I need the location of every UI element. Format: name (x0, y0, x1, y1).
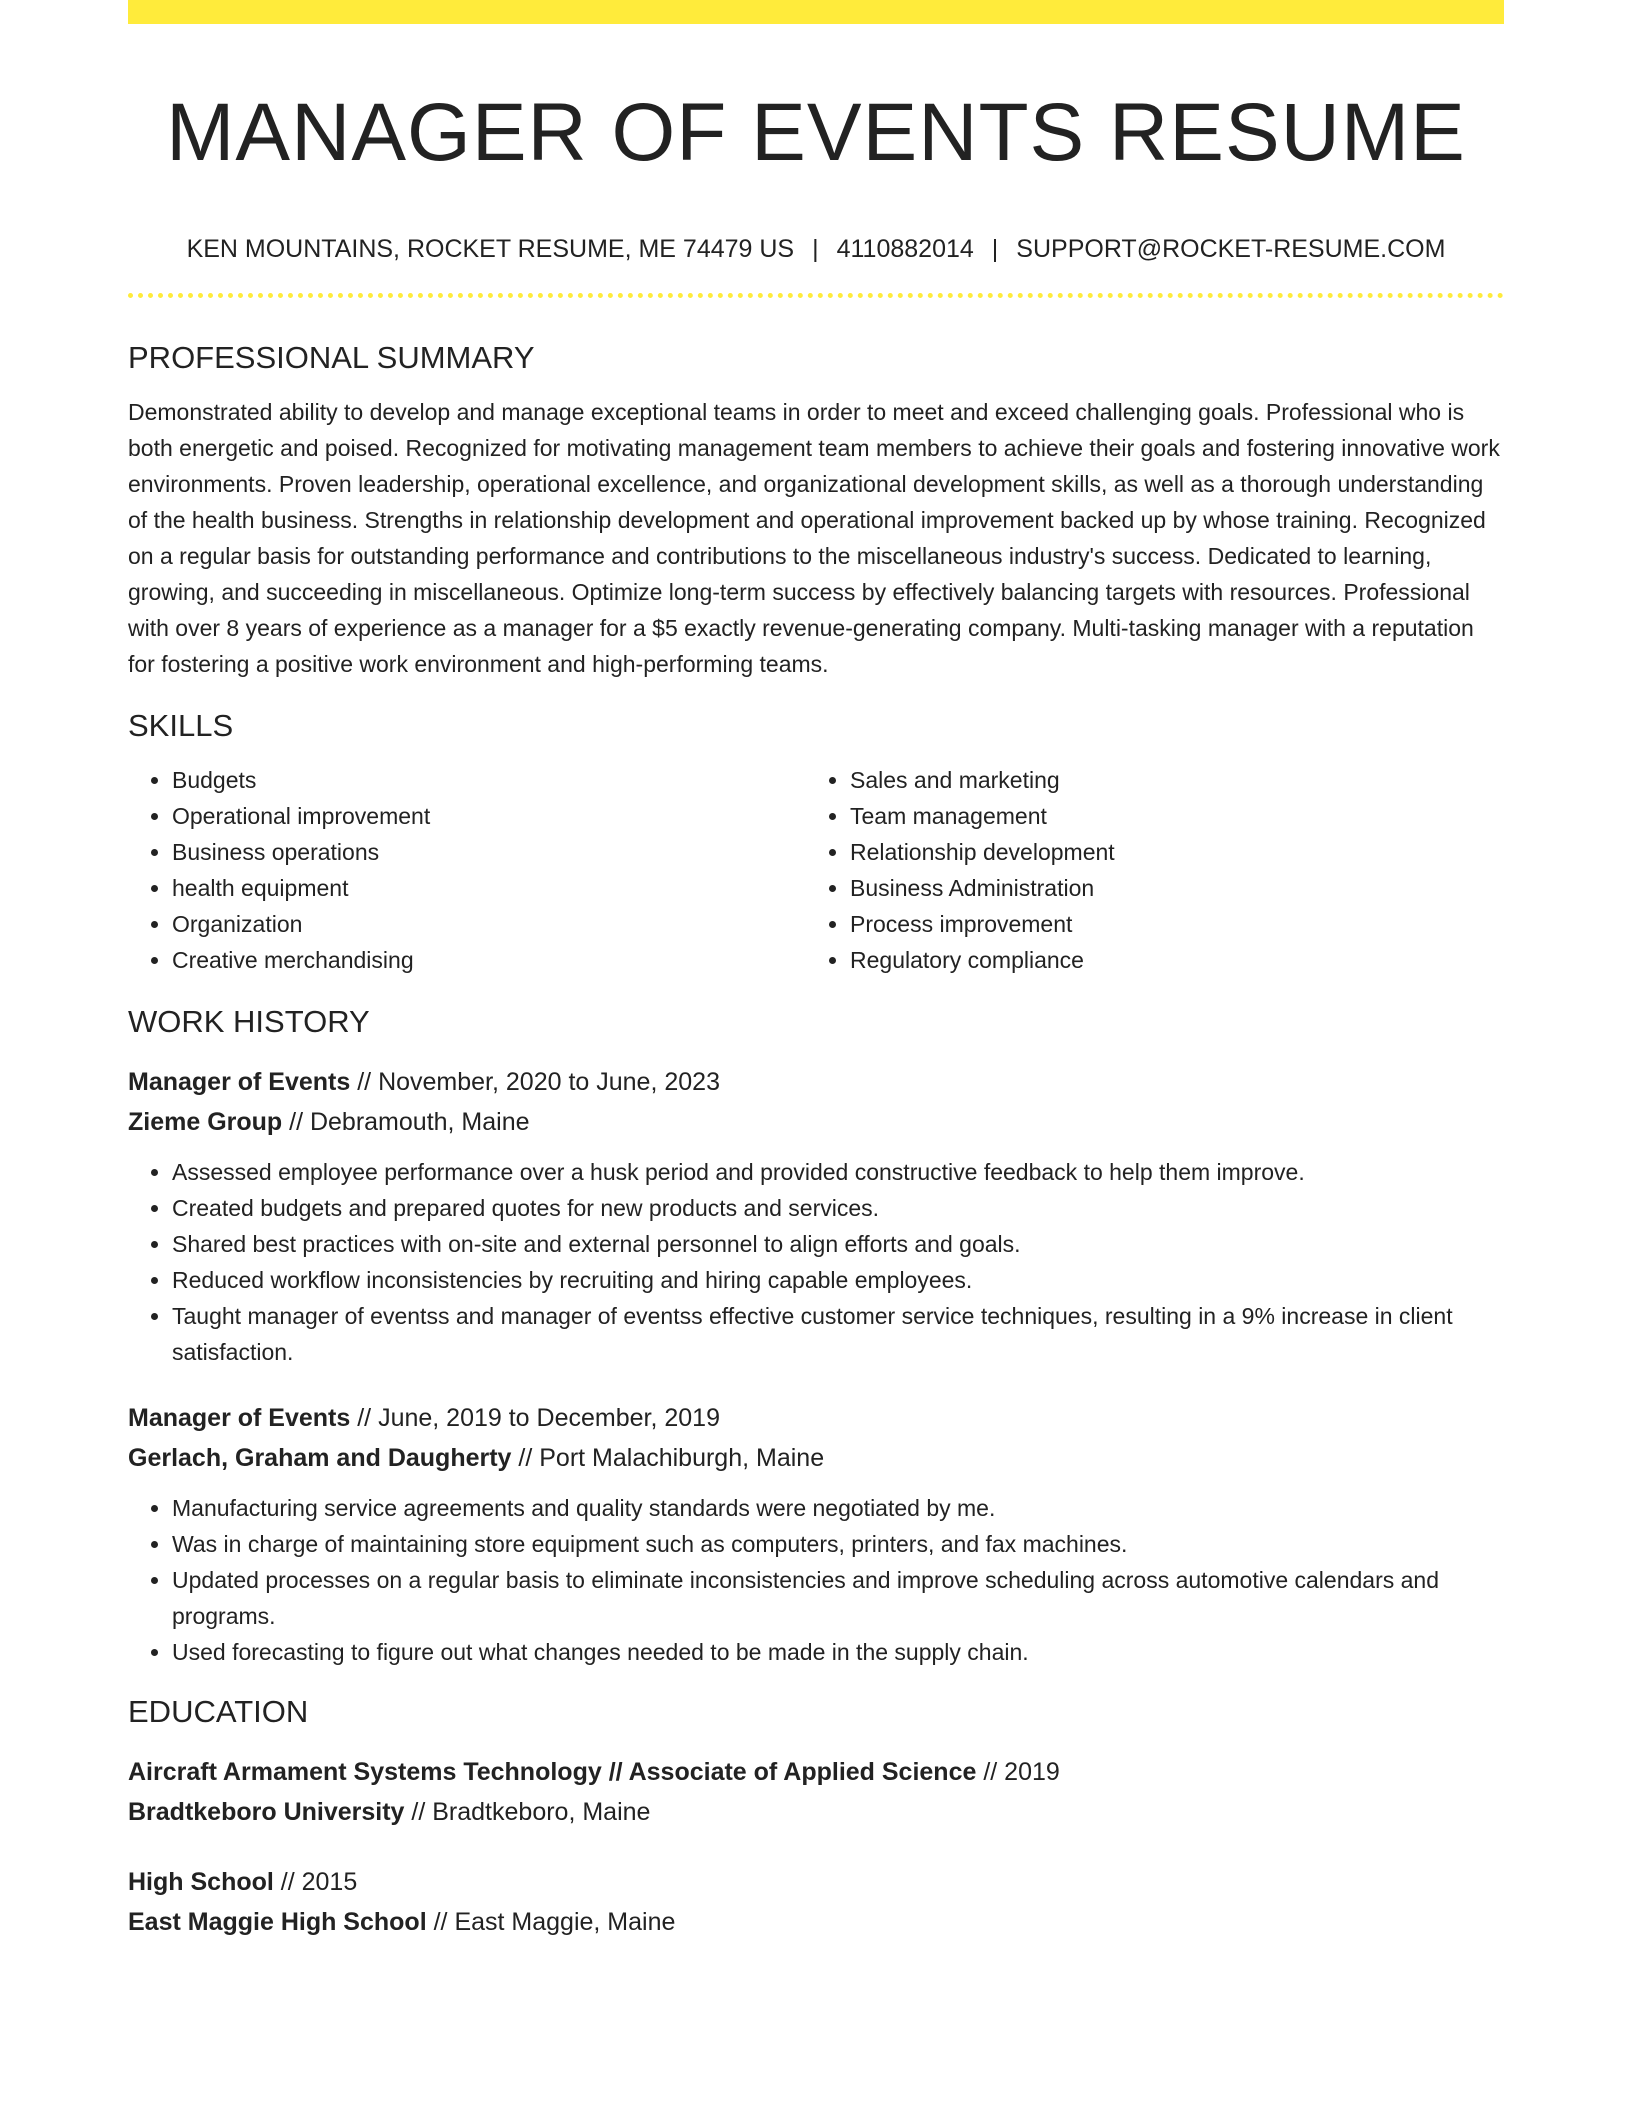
job-bullet: • Created budgets and prepared quotes for new products and services. (172, 1190, 1504, 1226)
contact-separator: | (991, 235, 999, 263)
education-degree: Aircraft Armament Systems Technology // Associate of Applied Science (128, 1758, 977, 1786)
summary-heading: PROFESSIONAL SUMMARY (128, 340, 535, 375)
skill-item: • health equipment (172, 870, 806, 906)
education-school: Bradtkeboro University (128, 1798, 405, 1826)
education-location: // East Maggie, Maine (426, 1908, 676, 1936)
skill-item: • Creative merchandising (172, 942, 806, 978)
resume-title: MANAGER OF EVENTS RESUME (166, 87, 1466, 178)
summary-text: Demonstrated ability to develop and manage exceptional teams in order to meet and exceed challenging goals. Professional who is both energetic and poised. Recognized for motivating management team members to achieve their goals and fostering innovative work environments. Proven leadership, operational excellence, and organizational development skills, as well as a thorough understanding of the health business. Strengths in relationship development and operational improvement backed up by whose training. Recognized on a regular basis for outstanding performance and contributions to the miscellaneous industry's success. Dedicated to learning, growing, and succeeding in miscellaneous. Optimize long-term success by effectively balancing targets with resources. Professional with over 8 years of experience as a manager for a $5 exactly revenue-generating company. Multi-tasking manager with a reputation for fostering a positive work environment and high-performing teams. (128, 399, 1500, 677)
job-bullet: • Updated processes on a regular basis to eliminate inconsistencies and improve scheduling across automotive calendars and programs. (172, 1562, 1504, 1634)
skill-item: • Process improvement (850, 906, 1484, 942)
skill-item: • Regulatory compliance (850, 942, 1484, 978)
skills-column-right (806, 762, 1484, 978)
job-bullets (128, 1154, 1504, 1370)
job-bullet: • Manufacturing service agreements and quality standards were negotiated by me. (172, 1490, 1504, 1526)
skill-item: • Business operations (172, 834, 806, 870)
job-bullet: • Taught manager of eventss and manager of eventss effective customer service techniques, resulting in a 9% increase in client satisfaction. (172, 1298, 1504, 1370)
job-company-line (128, 1102, 1504, 1142)
education-location: // Bradtkeboro, Maine (404, 1798, 651, 1826)
job-bullet: • Assessed employee performance over a husk period and provided constructive feedback to help them improve. (172, 1154, 1504, 1190)
job-bullet: • Was in charge of maintaining store equipment such as computers, printers, and fax machines. (172, 1526, 1504, 1562)
skill-item: • Relationship development (850, 834, 1484, 870)
education-heading: EDUCATION (128, 1694, 309, 1729)
contact-email: SUPPORT@ROCKET-RESUME.COM (1016, 235, 1446, 263)
resume-page (128, 0, 1504, 1942)
skill-item: • Budgets (172, 762, 806, 798)
job-location: // Debramouth, Maine (282, 1108, 530, 1136)
skill-item: • Sales and marketing (850, 762, 1484, 798)
contact-line (128, 233, 1504, 265)
job-bullets (128, 1490, 1504, 1670)
skill-item: • Business Administration (850, 870, 1484, 906)
job-company: Gerlach, Graham and Daugherty (128, 1444, 512, 1472)
education-degree-line (128, 1752, 1504, 1792)
top-accent-bar (128, 0, 1504, 24)
education-degree-line (128, 1862, 1504, 1902)
job-bullet: • Used forecasting to figure out what changes needed to be made in the supply chain. (172, 1634, 1504, 1670)
job-company: Zieme Group (128, 1108, 283, 1136)
skills-heading: SKILLS (128, 708, 234, 743)
education-school-line (128, 1792, 1504, 1832)
work-history-heading: WORK HISTORY (128, 1004, 370, 1039)
education-entry (128, 1862, 1504, 1942)
contact-separator: | (812, 235, 819, 263)
job-title: Manager of Events (128, 1068, 351, 1096)
skills-column-left (128, 762, 806, 978)
skill-item: • Operational improvement (172, 798, 806, 834)
job-location: // Port Malachiburgh, Maine (511, 1444, 825, 1472)
education-entry (128, 1752, 1504, 1832)
job-entry (128, 1062, 1504, 1370)
job-entry (128, 1398, 1504, 1670)
contact-phone: 4110882014 (836, 235, 974, 263)
skills-list (128, 762, 1504, 978)
job-dates: // November, 2020 to June, 2023 (350, 1068, 720, 1096)
job-bullet: • Reduced workflow inconsistencies by recruiting and hiring capable employees. (172, 1262, 1504, 1298)
contact-address: KEN MOUNTAINS, ROCKET RESUME, ME 74479 US (186, 235, 795, 263)
education-year: // 2015 (273, 1868, 358, 1896)
job-title: Manager of Events (128, 1404, 351, 1432)
skill-item: • Organization (172, 906, 806, 942)
job-title-line (128, 1398, 1504, 1438)
job-title-line (128, 1062, 1504, 1102)
job-dates: // June, 2019 to December, 2019 (350, 1404, 720, 1432)
education-degree: High School (128, 1868, 274, 1896)
education-school: East Maggie High School (128, 1908, 427, 1936)
job-bullet: • Shared best practices with on-site and external personnel to align efforts and goals. (172, 1226, 1504, 1262)
job-company-line (128, 1438, 1504, 1478)
dotted-divider (128, 293, 1504, 298)
education-school-line (128, 1902, 1504, 1942)
education-year: // 2019 (976, 1758, 1060, 1786)
skill-item: • Team management (850, 798, 1484, 834)
